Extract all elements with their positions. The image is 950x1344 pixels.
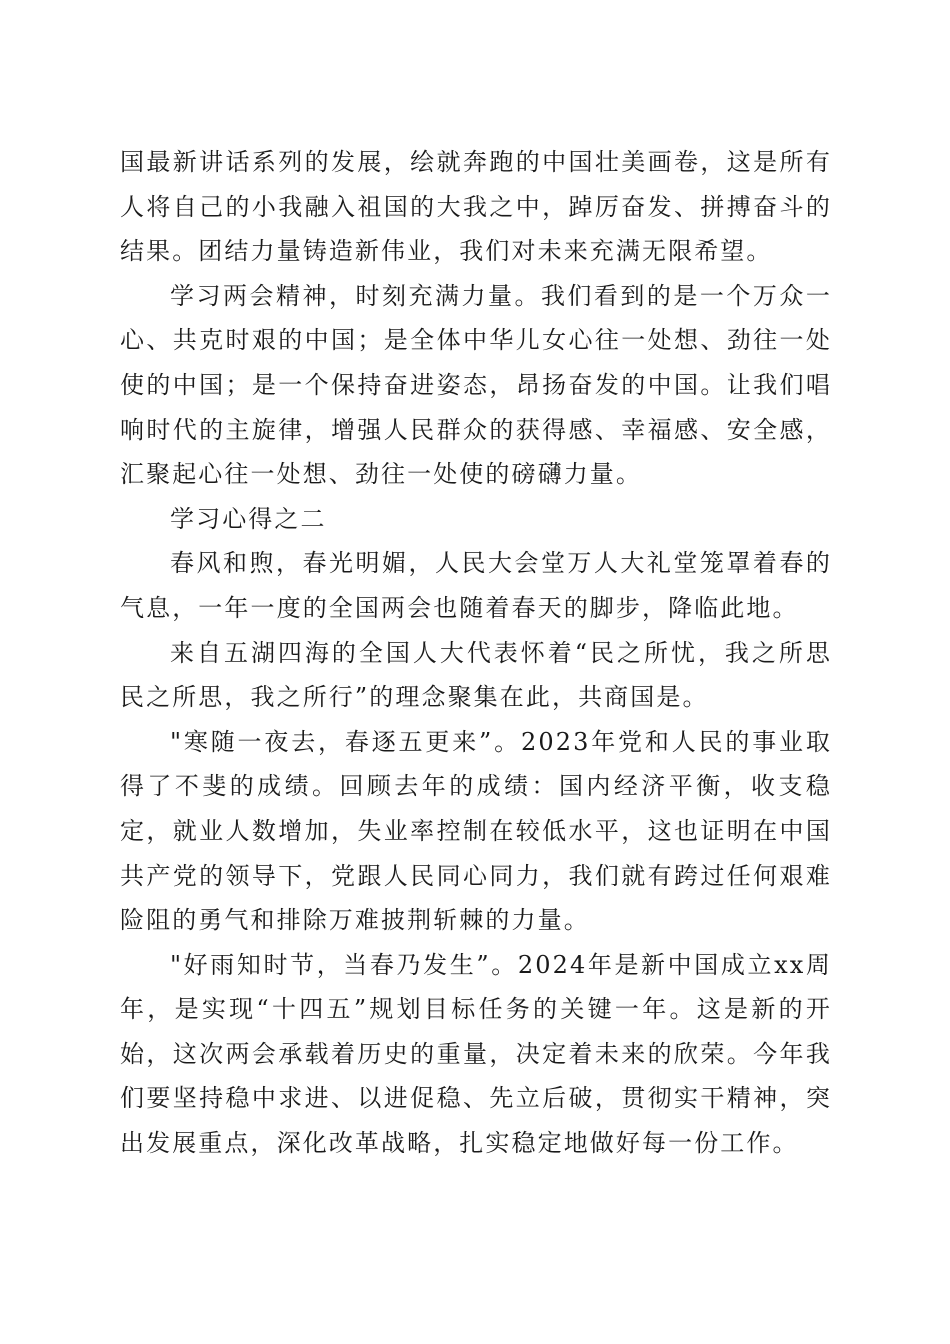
paragraph-continued: 国最新讲话系列的发展，绘就奔跑的中国壮美画卷，这是所有人将自己的小我融入祖国的大我之中，踔厉奋发、拼搏奋斗的结果。团结力量铸造新伟业，我们对未来充满无限希望。 [120, 148, 832, 266]
paragraph-2023-achievements: "寒随一夜去，春逐五更来”。2023年党和人民的事业取得了不斐的成绩。回顾去年的成绩：国内经济平衡，收支稳定，就业人数增加，失业率控制在较低水平，这也证明在中国共产党的领导下，党跟人民同心同力，我们就有跨过任何艰难险阻的勇气和排除万难披荆斩棘的力量。 [120, 727, 832, 935]
paragraph-2024-goals: "好雨知时节，当春乃发生”。2024年是新中国成立xx周年，是实现“十四五”规划目标任务的关键一年。这是新的开始，这次两会承载着历史的重量，决定着未来的欣荣。今年我们要坚持稳中求进、以进促稳、先立后破，贯彻实干精神，突出发展重点，深化改革战略，扎实稳定地做好每一份工作。 [120, 950, 832, 1158]
section-heading: 学习心得之二 [170, 504, 327, 533]
paragraph-two-sessions-spirit: 学习两会精神，时刻充满力量。我们看到的是一个万众一心、共克时艰的中国；是全体中华儿女心往一处想、劲往一处使的中国；是一个保持奋进姿态，昂扬奋发的中国。让我们唱响时代的主旋律，增强人民群众的获得感、幸福感、安全感，汇聚起心往一处想、劲往一处使的磅礴力量。 [120, 281, 832, 489]
document-body [120, 140, 832, 1166]
paragraph-deputies: 来自五湖四海的全国人大代表怀着“民之所忧，我之所思民之所思，我之所行”的理念聚集在此，共商国是。 [120, 638, 832, 712]
paragraph-spring-breeze: 春风和煦，春光明媚，人民大会堂万人大礼堂笼罩着春的气息，一年一度的全国两会也随着春天的脚步，降临此地。 [120, 549, 832, 622]
